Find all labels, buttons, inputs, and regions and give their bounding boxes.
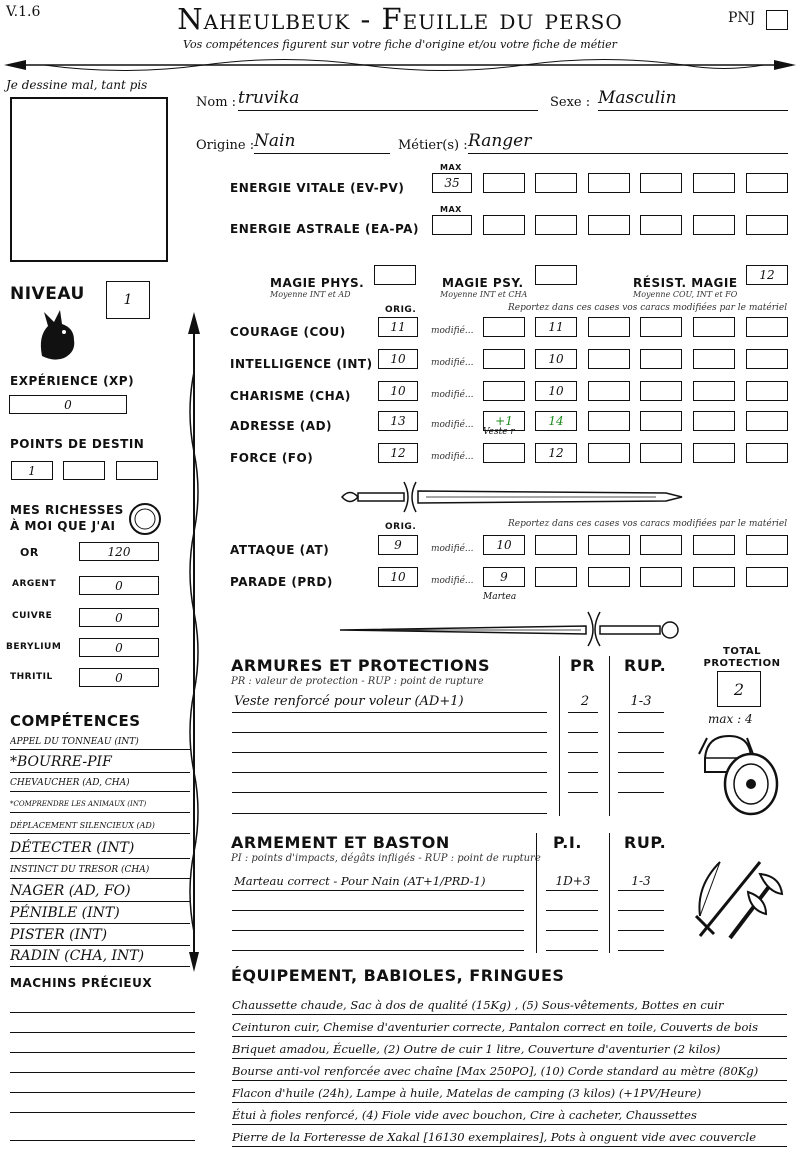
skill-line[interactable]: INSTINCT DU TRESOR (CHA): [10, 863, 190, 879]
combat-box[interactable]: [693, 535, 735, 555]
carac-box[interactable]: [588, 411, 630, 431]
carac-mod-box[interactable]: +1: [483, 411, 525, 431]
armure-name[interactable]: Veste renforcé pour voleur (AD+1): [234, 694, 464, 709]
armure-line[interactable]: [232, 712, 547, 713]
carac-mod-note: Veste r: [483, 427, 515, 437]
armement-col-divider: [536, 833, 537, 953]
metier-label: Métier(s) :: [398, 138, 468, 153]
equipement-line[interactable]: Chaussette chaude, Sac à dos de qualité (15Kg) , (5) Sous-vêtements, Bottes en cuir: [232, 997, 787, 1015]
ea-max-label: MAX: [440, 205, 462, 214]
equipement-line[interactable]: Ceinturon cuir, Chemise d'aventurier correcte, Pantalon correct en toile, Couverts de bois: [232, 1019, 787, 1037]
modifie-label: modifié...: [431, 544, 474, 554]
combat-box[interactable]: [535, 535, 577, 555]
skill-line[interactable]: *COMPRENDRE LES ANIMAUX (INT): [10, 797, 190, 813]
carac-label: ADRESSE (AD): [230, 419, 333, 433]
modifie-label: modifié...: [431, 390, 474, 400]
ea-box[interactable]: [588, 215, 630, 235]
carac-orig-label: ORIG.: [385, 305, 417, 315]
armement-col-divider: [609, 833, 610, 953]
ea-box[interactable]: [693, 215, 735, 235]
skill-line[interactable]: *BOURRE-PIF: [10, 752, 190, 773]
magie-phys-label: MAGIE PHYS.: [270, 276, 365, 290]
magie-psy-box[interactable]: [535, 265, 577, 285]
version-label: V.1.6: [6, 4, 41, 20]
armures-title: ARMURES ET PROTECTIONS: [231, 656, 490, 675]
armure-pr-line[interactable]: [568, 712, 598, 713]
argent-label: ARGENT: [12, 579, 57, 589]
armure-pr-line[interactable]: [568, 772, 598, 773]
carac-box[interactable]: [693, 381, 735, 401]
magie-phys-note: Moyenne INT et AD: [270, 290, 351, 299]
dragon-icon: [34, 306, 80, 362]
niveau-box[interactable]: 1: [106, 281, 150, 319]
ev-max-box[interactable]: 35: [432, 173, 472, 193]
carac-box[interactable]: [746, 411, 788, 431]
carac-box[interactable]: [693, 443, 735, 463]
modifie-label: modifié...: [431, 358, 474, 368]
carac-box[interactable]: [746, 317, 788, 337]
arme-line[interactable]: [232, 950, 524, 951]
armure-line[interactable]: [232, 752, 547, 753]
carac-orig-box[interactable]: 11: [378, 317, 418, 337]
magie-psy-label: MAGIE PSY.: [442, 276, 524, 290]
richesses-label-1: MES RICHESSES: [10, 503, 124, 517]
armure-line[interactable]: [232, 813, 547, 814]
equipement-line[interactable]: Briquet amadou, Écuelle, (2) Outre de cuir 1 litre, Couverture d'aventurier (2 kilos): [232, 1041, 787, 1059]
machins-line[interactable]: [10, 1112, 195, 1113]
armure-pr-line[interactable]: [568, 792, 598, 793]
arme-rup-line[interactable]: [618, 950, 664, 951]
competences-title: COMPÉTENCES: [10, 712, 141, 730]
ea-box[interactable]: [483, 215, 525, 235]
destin-box-3[interactable]: [116, 461, 158, 480]
carac-box[interactable]: [640, 381, 682, 401]
combat-orig-box[interactable]: 9: [378, 535, 418, 555]
page-title: Naheulbeuk - Feuille du perso: [177, 2, 623, 36]
pnj-label: PNJ: [728, 10, 756, 26]
carac-label: INTELLIGENCE (INT): [230, 357, 373, 371]
combat-mod-box[interactable]: 9: [483, 567, 525, 587]
armure-rup-line[interactable]: [618, 792, 664, 793]
max-protection-label: max : 4: [708, 712, 753, 726]
arme-pi-line[interactable]: [546, 890, 598, 891]
machins-line[interactable]: [10, 1072, 195, 1073]
berylium-box[interactable]: 0: [79, 638, 159, 657]
arme-rup-line[interactable]: [618, 890, 664, 891]
destin-box-1[interactable]: 1: [11, 461, 53, 480]
armures-col-rup: RUP.: [624, 656, 667, 675]
armure-pr-line[interactable]: [568, 752, 598, 753]
carac-label: CHARISME (CHA): [230, 389, 351, 403]
carac-box[interactable]: [693, 317, 735, 337]
armure-rup-line[interactable]: [618, 732, 664, 733]
arme-name[interactable]: Marteau correct - Pour Nain (AT+1/PRD-1): [234, 874, 486, 888]
machins-line[interactable]: [10, 1032, 195, 1033]
armure-rup-line[interactable]: [618, 712, 664, 713]
combat-label: ATTAQUE (AT): [230, 543, 330, 557]
modifie-label: modifié...: [431, 326, 474, 336]
carac-mod-box[interactable]: [483, 381, 525, 401]
total-protection-label: TOTAL PROTECTION: [703, 646, 781, 669]
carac-box[interactable]: [640, 349, 682, 369]
combat-box[interactable]: [535, 567, 577, 587]
armure-line[interactable]: [232, 792, 547, 793]
equipement-line[interactable]: Bourse anti-vol renforcée avec chaîne [Max 250PO], (10) Corde standard au mètre (80Kg): [232, 1063, 787, 1081]
combat-report-note: Reportez dans ces cases vos caracs modifiées par le matériel: [508, 519, 788, 529]
combat-orig-label: ORIG.: [385, 522, 417, 532]
carac-box[interactable]: [693, 411, 735, 431]
machins-line[interactable]: [10, 1092, 195, 1093]
armures-col-pr: PR: [570, 656, 596, 675]
machins-line[interactable]: [10, 1140, 195, 1141]
combat-box[interactable]: [588, 567, 630, 587]
combat-orig-box[interactable]: 10: [378, 567, 418, 587]
arme-rup[interactable]: 1-3: [631, 874, 651, 888]
armure-rup-line[interactable]: [618, 752, 664, 753]
sexe-label: Sexe :: [550, 95, 591, 110]
page-subtitle: Vos compétences figurent sur votre fiche d'origine et/ou votre fiche de métier: [183, 38, 617, 51]
armement-col-rup: RUP.: [624, 833, 667, 852]
carac-final-box[interactable]: 12: [535, 443, 577, 463]
carac-final-box[interactable]: 10: [535, 349, 577, 369]
arme-pi-line[interactable]: [546, 910, 598, 911]
resist-magie-note: Moyenne COU, INT et FO: [633, 290, 738, 299]
nom-field[interactable]: truvika: [238, 88, 538, 111]
portrait-box[interactable]: [10, 97, 168, 262]
magie-psy-note: Moyenne INT et CHA: [440, 290, 528, 299]
ea-box[interactable]: [746, 215, 788, 235]
sword-icon: [336, 478, 686, 516]
niveau-label: NIVEAU: [10, 284, 85, 304]
skill-line[interactable]: DÉPLACEMENT SILENCIEUX (AD): [10, 818, 190, 834]
skill-line[interactable]: PISTER (INT): [10, 925, 190, 946]
carac-final-box[interactable]: 14: [535, 411, 577, 431]
carac-box[interactable]: [640, 411, 682, 431]
carac-box[interactable]: [588, 443, 630, 463]
ev-label: ENERGIE VITALE (EV-PV): [230, 181, 405, 195]
combat-box[interactable]: [640, 535, 682, 555]
carac-box[interactable]: [640, 317, 682, 337]
total-protection-box[interactable]: 2: [717, 671, 761, 707]
skill-line[interactable]: PÉNIBLE (INT): [10, 903, 190, 924]
armures-col-divider: [609, 656, 610, 816]
armure-pr-line[interactable]: [568, 732, 598, 733]
ev-box[interactable]: [588, 173, 630, 193]
skill-line[interactable]: NAGER (AD, FO): [10, 881, 190, 902]
carac-box[interactable]: [588, 381, 630, 401]
carac-box[interactable]: [746, 349, 788, 369]
modifie-label: modifié...: [431, 420, 474, 430]
experience-box[interactable]: 0: [9, 395, 127, 414]
carac-box[interactable]: [746, 381, 788, 401]
arme-rup-line[interactable]: [618, 930, 664, 931]
equipement-line[interactable]: Étui à fioles renforcé, (4) Fiole vide avec bouchon, Cire à cacheter, Chaussettes: [232, 1107, 787, 1125]
ea-max-box[interactable]: [432, 215, 472, 235]
ea-box[interactable]: [535, 215, 577, 235]
armure-line[interactable]: [232, 732, 547, 733]
sexe-field[interactable]: Masculin: [598, 88, 788, 111]
combat-box[interactable]: [693, 567, 735, 587]
origine-label: Origine :: [196, 138, 255, 153]
modifie-label: modifié...: [431, 576, 474, 586]
or-label: OR: [20, 546, 39, 559]
arme-pi-line[interactable]: [546, 950, 598, 951]
armement-note: PI : points d'impacts, dégâts infligés - RUP : point de rupture: [231, 853, 541, 864]
ev-box[interactable]: [483, 173, 525, 193]
armures-col-divider: [559, 656, 560, 816]
carac-label: FORCE (FO): [230, 451, 314, 465]
carac-final-box[interactable]: 10: [535, 381, 577, 401]
sword-icon: [336, 608, 686, 648]
or-box[interactable]: 120: [79, 542, 159, 561]
armures-note: PR : valeur de protection - RUP : point de rupture: [231, 676, 484, 687]
cuivre-box[interactable]: 0: [79, 608, 159, 627]
arme-rup-line[interactable]: [618, 910, 664, 911]
origine-field[interactable]: Nain: [254, 131, 390, 154]
resist-magie-box[interactable]: 12: [746, 265, 788, 285]
skill-line[interactable]: DÉTECTER (INT): [10, 838, 190, 859]
combat-box[interactable]: [640, 567, 682, 587]
carac-mod-box[interactable]: [483, 443, 525, 463]
arme-line[interactable]: [232, 930, 524, 931]
combat-mod-note: Martea: [483, 592, 517, 602]
carac-orig-box[interactable]: 12: [378, 443, 418, 463]
arme-pi[interactable]: 1D+3: [555, 874, 591, 888]
experience-label: EXPÉRIENCE (XP): [10, 374, 135, 388]
combat-box[interactable]: [588, 535, 630, 555]
richesses-label-2: À MOI QUE J'AI: [10, 519, 116, 533]
magie-phys-box[interactable]: [374, 265, 416, 285]
ea-box[interactable]: [640, 215, 682, 235]
thritil-box[interactable]: 0: [79, 668, 159, 687]
combat-box[interactable]: [746, 535, 788, 555]
carac-box[interactable]: [746, 443, 788, 463]
weapons-icon: [690, 856, 786, 942]
destin-label: POINTS DE DESTIN: [10, 437, 145, 451]
armement-title: ARMEMENT ET BASTON: [231, 833, 450, 852]
ev-box[interactable]: [693, 173, 735, 193]
destin-box-2[interactable]: [63, 461, 105, 480]
carac-orig-box[interactable]: 10: [378, 381, 418, 401]
carac-box[interactable]: [693, 349, 735, 369]
carac-orig-box[interactable]: 13: [378, 411, 418, 431]
argent-box[interactable]: 0: [79, 576, 159, 595]
arme-line[interactable]: [232, 890, 524, 891]
ea-label: ENERGIE ASTRALE (EA-PA): [230, 222, 419, 236]
combat-label: PARADE (PRD): [230, 575, 333, 589]
armure-rup[interactable]: 1-3: [630, 694, 652, 709]
ev-box[interactable]: [746, 173, 788, 193]
carac-mod-box[interactable]: [483, 317, 525, 337]
carac-mod-box[interactable]: [483, 349, 525, 369]
armure-line[interactable]: [232, 772, 547, 773]
portrait-caption: Je dessine mal, tant pis: [6, 78, 148, 92]
carac-report-note: Reportez dans ces cases vos caracs modifiées par le matériel: [508, 303, 788, 313]
carac-label: COURAGE (COU): [230, 325, 346, 339]
ev-box[interactable]: [640, 173, 682, 193]
thritil-label: THRITIL: [10, 672, 53, 682]
equipement-line[interactable]: Pierre de la Forteresse de Xakal [16130 exemplaires], Pots à onguent vide avec couvercle: [232, 1129, 787, 1147]
skill-line[interactable]: APPEL DU TONNEAU (INT): [10, 735, 190, 750]
carac-orig-box[interactable]: 10: [378, 349, 418, 369]
combat-mod-box[interactable]: 10: [483, 535, 525, 555]
coin-icon: [128, 502, 162, 536]
combat-box[interactable]: [746, 567, 788, 587]
carac-box[interactable]: [588, 317, 630, 337]
armement-col-pi: P.I.: [553, 833, 582, 852]
spear-divider-icon: [4, 54, 796, 76]
skill-line[interactable]: CHEVAUCHER (AD, CHA): [10, 775, 190, 792]
helmet-shield-icon: [695, 728, 785, 816]
nom-label: Nom :: [196, 95, 237, 110]
carac-box[interactable]: [588, 349, 630, 369]
carac-box[interactable]: [640, 443, 682, 463]
arme-pi-line[interactable]: [546, 930, 598, 931]
armure-rup-line[interactable]: [618, 772, 664, 773]
pnj-checkbox[interactable]: [766, 10, 788, 30]
modifie-label: modifié...: [431, 452, 474, 462]
skill-line[interactable]: RADIN (CHA, INT): [10, 946, 190, 967]
machins-line[interactable]: [10, 1052, 195, 1053]
spear-vertical-icon: [184, 312, 204, 972]
metier-field[interactable]: Ranger: [468, 131, 788, 154]
ev-box[interactable]: [535, 173, 577, 193]
machins-title: MACHINS PRÉCIEUX: [10, 976, 153, 990]
carac-final-box[interactable]: 11: [535, 317, 577, 337]
berylium-label: BERYLIUM: [6, 642, 62, 652]
resist-magie-label: RÉSIST. MAGIE: [633, 276, 738, 290]
arme-line[interactable]: [232, 910, 524, 911]
equipement-line[interactable]: Flacon d'huile (24h), Lampe à huile, Matelas de camping (3 kilos) (+1PV/Heure): [232, 1085, 787, 1103]
equipement-title: ÉQUIPEMENT, BABIOLES, FRINGUES: [231, 966, 565, 985]
machins-line[interactable]: [10, 1012, 195, 1013]
armure-pr[interactable]: 2: [580, 694, 590, 709]
cuivre-label: CUIVRE: [12, 611, 53, 621]
ev-max-label: MAX: [440, 163, 462, 172]
